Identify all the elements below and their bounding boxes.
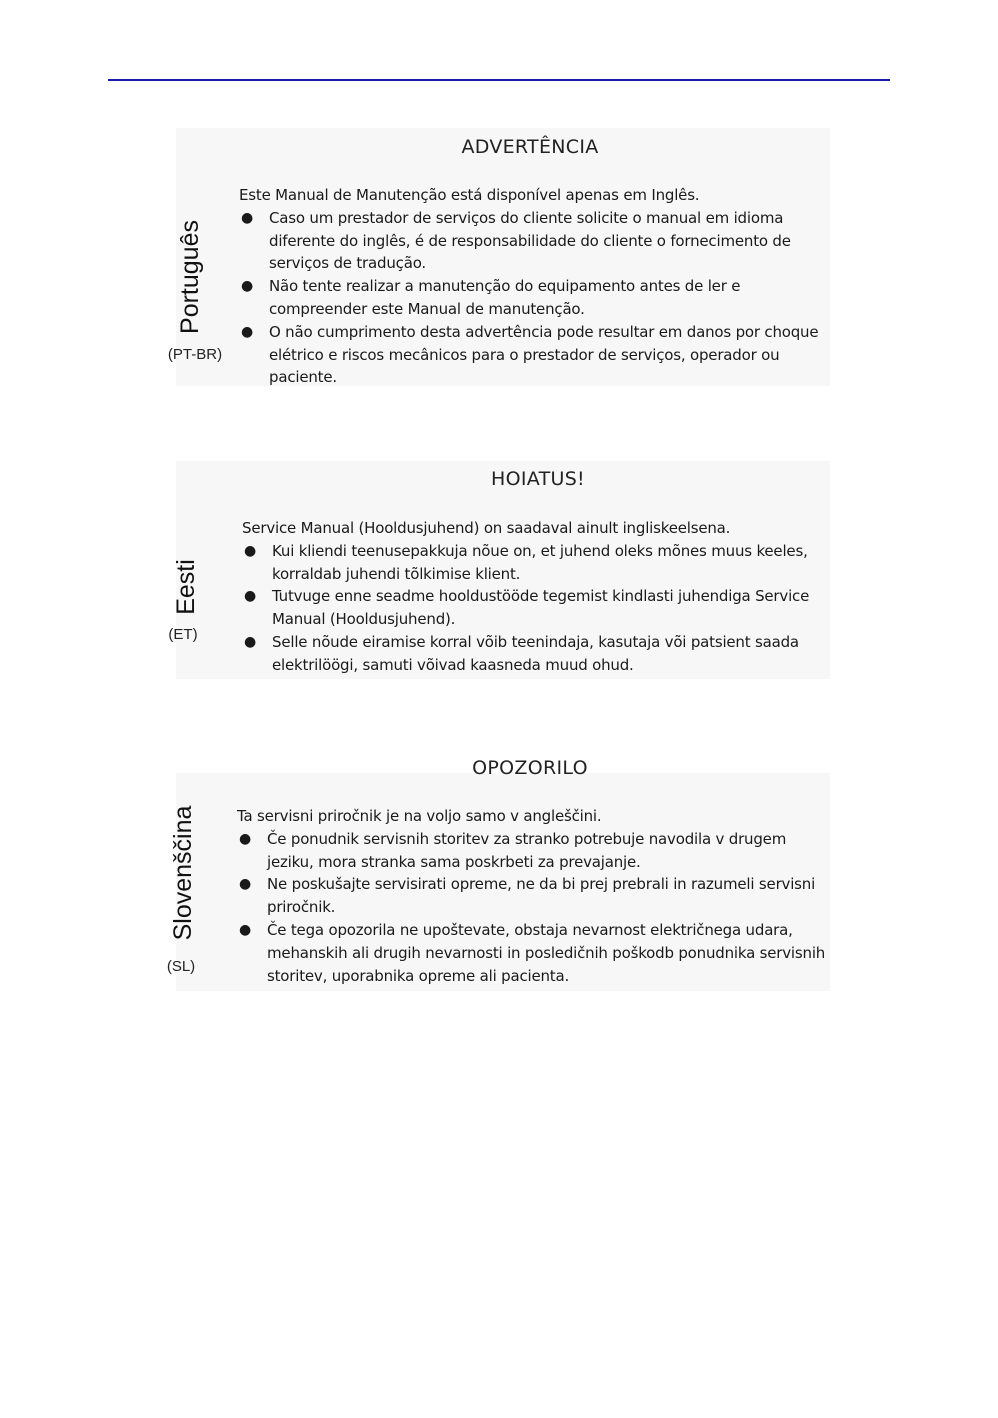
bullet-icon: ●: [239, 876, 252, 893]
warning-heading: HOIATUS!: [491, 468, 585, 490]
warning-body: [242, 517, 834, 677]
list-item: ● Če tega opozorila ne upoštevate, obstaja nevarnost električnega udara, mehanskih ali drugih nevarnosti in posledičnih poškodb ponudnika servisnih storitev, uporabnika opreme ali pacienta.: [239, 920, 826, 985]
bullet-icon: ●: [239, 921, 252, 938]
language-code: (ET): [168, 626, 198, 643]
bullet-icon: ●: [241, 323, 254, 340]
warning-intro: Service Manual (Hooldusjuhend) on saadaval ainult ingliskeelsena.: [242, 519, 731, 537]
warning-bullet-list: [237, 828, 833, 988]
language-name: Eesti: [172, 559, 200, 615]
list-item: ● Não tente realizar a manutenção do equipamento antes de ler e compreender este Manual de manutenção.: [241, 277, 741, 318]
warning-intro: Ta servisni priročnik je na voljo samo v angleščini.: [237, 807, 602, 825]
warning-body: [239, 184, 831, 389]
list-item: ● Tutvuge enne seadme hooldustööde tegemist kindlasti juhendiga Service Manual (Hooldusjuhend).: [244, 587, 810, 629]
bullet-icon: ●: [244, 542, 257, 559]
warning-body: [237, 805, 833, 987]
warning-intro: Este Manual de Manutenção está disponível apenas em Inglês.: [239, 186, 700, 204]
warning-bullet-list: [242, 540, 834, 677]
bullet-icon: ●: [241, 209, 254, 226]
top-rule: [108, 79, 890, 81]
list-item: ● Ne poskušajte servisirati opreme, ne da bi prej prebrali in razumeli servisni priročnik.: [239, 875, 816, 917]
bullet-icon: ●: [239, 830, 252, 847]
bullet-icon: ●: [244, 588, 257, 605]
language-code: (PT-BR): [167, 346, 223, 363]
list-item: ● Caso um prestador de serviços do cliente solicite o manual em idioma diferente do inglês, é de responsabilidade do cliente o fornecimento de serviços de tradução.: [241, 208, 791, 273]
language-name: Português: [176, 220, 204, 334]
list-item: ● O não cumprimento desta advertência pode resultar em danos por choque elétrico e riscos mecânicos para o prestador de serviços, operador ou paciente.: [241, 322, 819, 387]
language-code: (SL): [166, 958, 196, 975]
bullet-icon: ●: [244, 633, 257, 650]
language-name: Slovenščina: [169, 805, 197, 941]
list-item: ● Če ponudnik servisnih storitev za stranko potrebuje navodila v drugem jeziku, mora stranka sama poskrbeti za prevajanje.: [239, 829, 787, 871]
warning-bullet-list: [239, 207, 831, 389]
list-item: ● Selle nõude eiramise korral võib teenindaja, kasutaja või patsient saada elektrilöögi, samuti võivad kaasneda muud ohud.: [244, 632, 799, 674]
warning-heading: ADVERTÊNCIA: [461, 136, 599, 158]
bullet-icon: ●: [241, 278, 254, 295]
list-item: ● Kui kliendi teenusepakkuja nõue on, et juhend oleks mõnes muus keeles, korraldab juhendi tõlkimise klient.: [244, 541, 808, 583]
warning-heading: OPOZORILO: [472, 757, 588, 779]
